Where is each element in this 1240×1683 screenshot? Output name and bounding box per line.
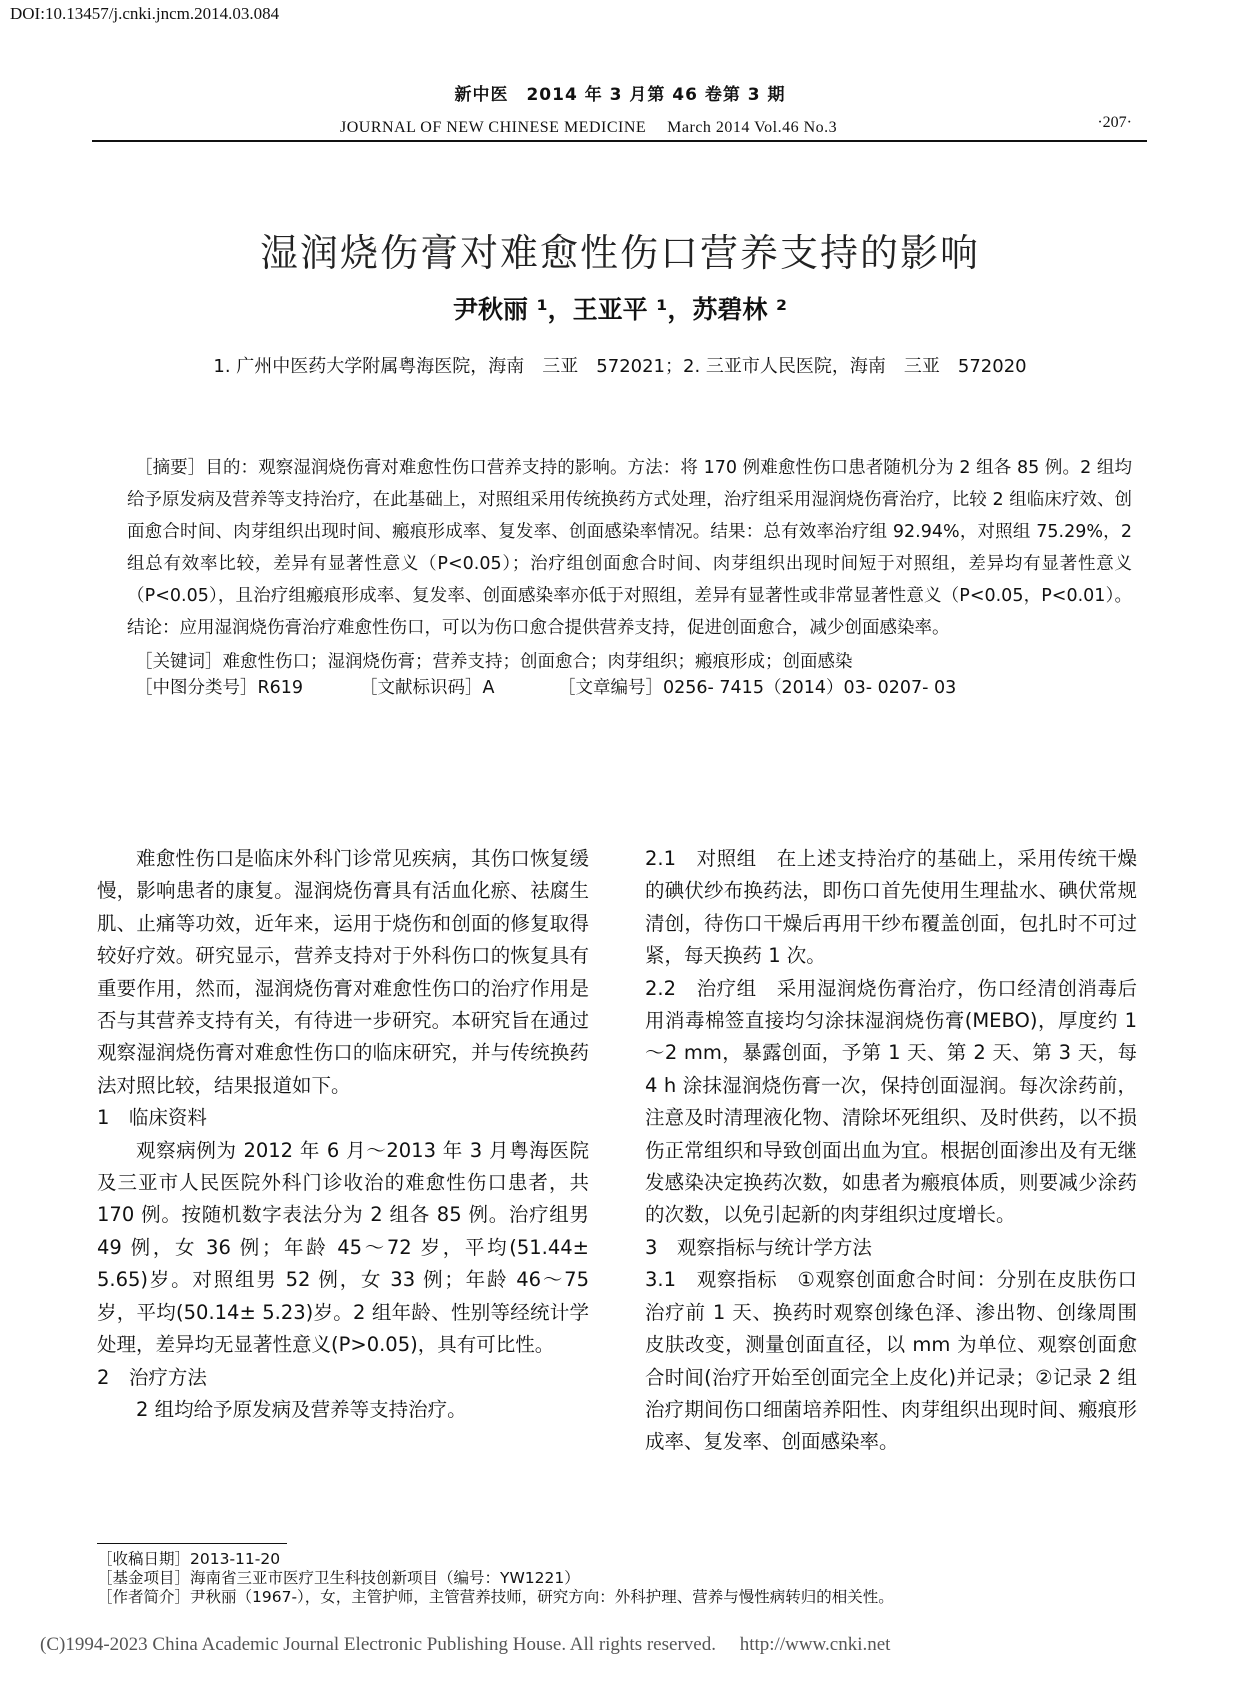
section-heading-3: 3 观察指标与统计学方法: [645, 1235, 872, 1259]
copyright-line: (C)1994-2023 China Academic Journal Electronic Publishing House. All rights reserved. http://www.cnki.net: [40, 1634, 891, 1655]
affiliations: 1. 广州中医药大学附属粤海医院，海南 三亚 572021；2. 三亚市人民医院，海南 三亚 572020: [213, 356, 1027, 377]
journal-header-cn: 新中医 2014 年 3 月第 46 卷第 3 期: [454, 85, 786, 105]
footnote-author-bio: ［作者简介］尹秋丽（1967-），女，主管护师，主管营养技师，研究方向：外科护理、营养与慢性病转归的相关性。: [97, 1588, 894, 1606]
clinical-data-paragraph: 观察病例为 2012 年 6 月～2013 年 3 月粤海医院及三亚市人民医院外科门诊收治的难愈性伤口患者，共 170 例。按随机数字表法分为 2 组各 85 例。治疗组男 49 例，女 36 例；年龄 45～72 岁，平均(51.44± 5.65)岁。对照组男 52 例，女 33 例；年龄 46～75 岁，平均(50.14± 5.23)岁。2 组年龄、性别等经统计学处理，差异均无显著性意义(P>0.05)，具有可比性。: [97, 1138, 589, 1357]
treatment-group-paragraph: 2.2 治疗组 采用湿润烧伤膏治疗，伤口经清创消毒后用消毒棉签直接均匀涂抹湿润烧伤膏(MEBO)，厚度约 1～2 mm，暴露创面，予第 1 天、第 2 天、第 3 天，每 4 h 涂抹湿润烧伤膏一次，保持创面湿润。每次涂药前，注意及时清理液化物、清除坏死组织、及时供药，以不损伤正常组织和导致创面出血为宜。根据创面渗出及有无继发感染决定换药次数，如患者为瘢痕体质，则要减少涂药的次数，以免引起新的肉芽组织过度增长。: [645, 976, 1137, 1227]
footnote-received: ［收稿日期］2013-11-20: [97, 1550, 281, 1568]
article-number: ［文章编号］0256- 7415（2014）03- 0207- 03: [558, 678, 957, 698]
authors: 尹秋丽 ¹，王亚平 ¹，苏碧林 ²: [453, 295, 787, 324]
journal-header-en: JOURNAL OF NEW CHINESE MEDICINE March 2014 Vol.46 No.3: [340, 119, 838, 136]
page-number: ·207·: [1097, 114, 1132, 131]
footnote-rule: [97, 1543, 287, 1544]
doi-line: DOI:10.13457/j.cnki.jncm.2014.03.084: [10, 4, 280, 23]
right-column: [645, 843, 1137, 1459]
abstract-block: [127, 452, 1132, 678]
footnote-fund: ［基金项目］海南省三亚市医疗卫生科技创新项目（编号：YW1221）: [97, 1569, 580, 1587]
abstract: ［摘要］目的：观察湿润烧伤膏对难愈性伤口营养支持的影响。方法：将 170 例难愈性伤口患者随机分为 2 组各 85 例。2 组均给予原发病及营养等支持治疗，在此基础上，对照组采用传统换药方式处理，治疗组采用湿润烧伤膏治疗，比较 2 组临床疗效、创面愈合时间、肉芽组织出现时间、瘢痕形成率、复发率、创面感染率情况。结果：总有效率治疗组 92.94%，对照组 75.29%，2 组总有效率比较，差异有显著性意义（P<0.05）；治疗组创面愈合时间、肉芽组织出现时间短于对照组，差异均有显著性意义（P<0.05），且治疗组瘢痕形成率、复发率、创面感染率亦低于对照组，差异有显著性或非常显著性意义（P<0.05，P<0.01）。结论：应用湿润烧伤膏治疗难愈性伤口，可以为伤口愈合提供营养支持，促进创面愈合，减少创面感染率。: [127, 458, 1132, 638]
section-heading-2: 2 治疗方法: [97, 1365, 207, 1389]
clc-number: ［中图分类号］R619: [135, 678, 304, 698]
header-rule: [92, 140, 1147, 142]
control-group-paragraph: 2.1 对照组 在上述支持治疗的基础上，采用传统干燥的碘伏纱布换药法，即伤口首先使用生理盐水、碘伏常规清创，待伤口干燥后再用干纱布覆盖创面，包扎时不可过紧，每天换药 1 次。: [645, 847, 1137, 968]
intro-paragraph: 难愈性伤口是临床外科门诊常见疾病，其伤口恢复缓慢，影响患者的康复。湿润烧伤膏具有活血化瘀、祛腐生肌、止痛等功效，近年来，运用于烧伤和创面的修复取得较好疗效。研究显示，营养支持对于外科伤口的恢复具有重要作用，然而，湿润烧伤膏对难愈性伤口的治疗作用是否与其营养支持有关，有待进一步研究。本研究旨在通过观察湿润烧伤膏对难愈性伤口的临床研究，并与传统换药法对照比较，结果报道如下。: [97, 847, 589, 1097]
keywords: ［关键词］难愈性伤口；湿润烧伤膏；营养支持；创面愈合；肉芽组织；瘢痕形成；创面感染: [135, 652, 853, 672]
document-code: ［文献标识码］A: [360, 678, 495, 698]
treatment-paragraph: 2 组均给予原发病及营养等支持治疗。: [136, 1397, 467, 1421]
paper-title: 湿润烧伤膏对难愈性伤口营养支持的影响: [259, 231, 980, 275]
left-column: [97, 843, 589, 1426]
section-heading-1: 1 临床资料: [97, 1106, 207, 1130]
observation-paragraph: 3.1 观察指标 ①观察创面愈合时间：分别在皮肤伤口治疗前 1 天、换药时观察创缘色泽、渗出物、创缘周围皮肤改变，测量创面直径，以 mm 为单位、观察创面愈合时间(治疗开始至创面完全上皮化)并记录；②记录 2 组治疗期间伤口细菌培养阳性、肉芽组织出现时间、瘢痕形成率、复发率、创面感染率。: [645, 1268, 1137, 1454]
